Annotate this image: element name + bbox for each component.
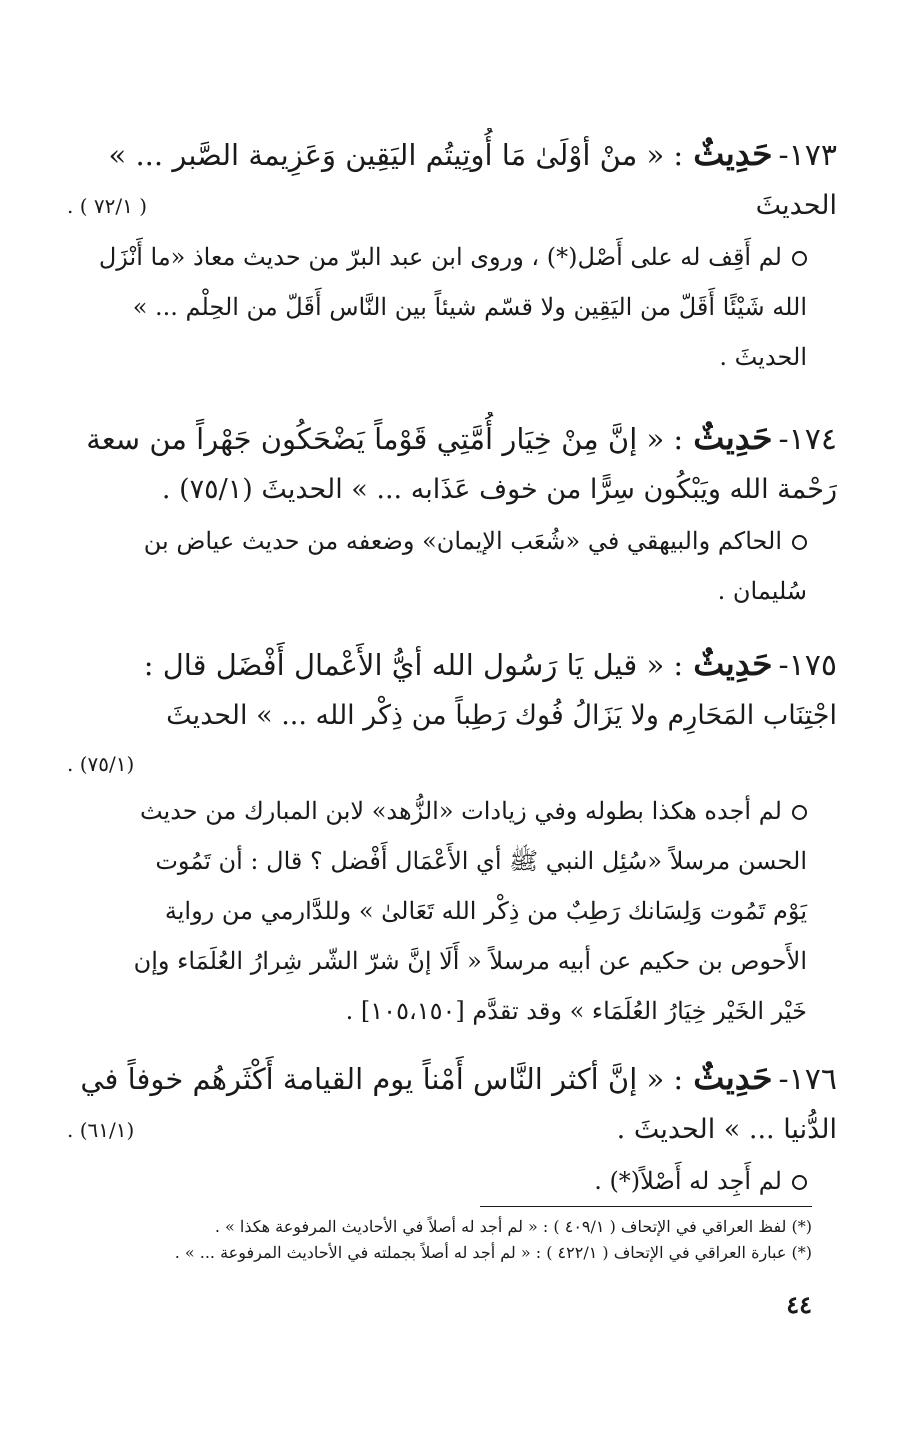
- hadith-reference: ( ٧٢/١ ) .: [67, 194, 148, 218]
- commentary-text: لم أَقِف له على أَصْل(*) ، وروى ابن عبد البرّ من حديث معاذ «ما أَنْزَل: [98, 243, 782, 271]
- hadith-number: ١٧٥-: [778, 648, 837, 683]
- page-number: ٤٤: [786, 1290, 812, 1319]
- hadith-keyword: حَدِيثٌ: [693, 418, 773, 457]
- commentary-line: [67, 786, 837, 836]
- commentary-line: [67, 886, 837, 936]
- hadith-reference: (٧٥/١) .: [67, 752, 135, 776]
- hadith-reference: (٦١/١) .: [67, 1118, 135, 1142]
- commentary-text: الحديثَ .: [719, 343, 807, 371]
- commentary-text: الأَحوص بن حكيم عن أبيه مرسلاً « أَلَا إنَّ شرّ الشّر شِرارُ العُلَمَاء وإن: [133, 947, 807, 975]
- hadith-text: : « قيل يَا رَسُول الله أيُّ الأَعْمال أَفْضَل قال :: [143, 648, 684, 682]
- commentary-text: الحسن مرسلاً «سُئِل النبي ﷺ أي الأَعْمَال أَفْضل ؟ قال : أن تَمُوت: [155, 847, 807, 875]
- commentary-text: لم أجده هكذا بطوله وفي زيادات «الزُّهد» لابن المبارك من حديث: [139, 797, 782, 825]
- hadith-keyword: حَدِيثٌ: [693, 644, 773, 683]
- commentary-line: [67, 566, 837, 616]
- hadith-text-line: [67, 1104, 837, 1156]
- circle-bullet-icon: [792, 251, 807, 266]
- hadith-text-line: [67, 464, 837, 516]
- circle-bullet-icon: [792, 1175, 807, 1190]
- hadith-174: [67, 412, 837, 616]
- commentary-line: [67, 1156, 837, 1206]
- hadith-173: [67, 128, 837, 382]
- hadith-reference-line: [67, 742, 837, 786]
- hadith-text: اجْتِنَاب المَحَارِم ولا يَزَالُ فُوك رَطِباً من ذِكْر الله ... » الحديثَ: [166, 700, 837, 731]
- footnote-separator: [480, 1206, 812, 1207]
- commentary-line: [67, 986, 837, 1036]
- hadith-text-line: [67, 180, 837, 232]
- hadith-text: الحديثَ: [755, 190, 837, 221]
- commentary-line: [67, 332, 837, 382]
- commentary-line: [67, 936, 837, 986]
- hadith-text: الدُّنيا ... » الحديثَ .: [616, 1114, 837, 1145]
- hadith-heading-line: [67, 638, 837, 690]
- footnote: (*) لفظ العراقي في الإتحاف ( ٤٠٩/١ ) : « لم أجد له أصلاً في الأحاديث المرفوعة هكذا » .: [214, 1217, 812, 1236]
- commentary-line: [67, 516, 837, 566]
- circle-bullet-icon: [792, 805, 807, 820]
- hadith-text: : « إنَّ أكثر النَّاس أَمْناً يوم القيامة أَكْثَرهُم خوفاً في: [80, 1062, 684, 1096]
- commentary-text: لم أَجِد له أَصْلاً(*) .: [594, 1167, 782, 1195]
- commentary-text: خَيْر الخَيْر خِيَارُ العُلَمَاء » وقد تقدَّم [١٠٥،١٥٠] .: [345, 997, 807, 1025]
- circle-bullet-icon: [792, 535, 807, 550]
- hadith-number: ١٧٣-: [778, 138, 837, 173]
- hadith-176: [67, 1052, 837, 1206]
- hadith-text: : « منْ أوْلَىٰ مَا أُوتِيتُم اليَقِين وَعَزِيمة الصَّبر ... »: [108, 138, 684, 172]
- hadith-text-line: [67, 690, 837, 742]
- commentary-line: [67, 232, 837, 282]
- hadith-text: : « إنَّ مِنْ خِيَار أُمَّتِي قَوْماً يَضْحَكُون جَهْراً من سعة: [86, 422, 684, 456]
- commentary-line: [67, 836, 837, 886]
- hadith-heading-line: [67, 128, 837, 180]
- hadith-heading-line: [67, 1052, 837, 1104]
- commentary-text: يَوْم تَمُوت وَلِسَانك رَطِبٌ من ذِكْر الله تَعَالىٰ » وللدَّارمي من رواية: [164, 897, 807, 925]
- hadith-keyword: حَدِيثٌ: [693, 1058, 773, 1097]
- commentary-text: الحاكم والبيهقي في «شُعَب الإيمان» وضعفه من حديث عياض بن: [143, 527, 782, 555]
- commentary-line: [67, 282, 837, 332]
- hadith-number: ١٧٦-: [778, 1062, 837, 1097]
- hadith-175: [67, 638, 837, 1036]
- footnotes: [92, 1214, 812, 1266]
- commentary-text: سُليمان .: [717, 577, 807, 605]
- footnote: (*) عبارة العراقي في الإتحاف ( ٤٢٢/١ ) : « لم أجد له أصلاً بجملته في الأحاديث المرفوعة ... » .: [174, 1243, 812, 1262]
- hadith-text: رَحْمة الله ويَبْكُون سِرًّا من خوف عَذَابه ... » الحديثَ (٧٥/١) .: [161, 474, 837, 505]
- hadith-number: ١٧٤-: [778, 422, 837, 457]
- hadith-keyword: حَدِيثٌ: [693, 134, 773, 173]
- commentary-text: الله شَيْئًا أَقَلّ من اليَقِين ولا قسّم شيئاً بين النَّاس أَقَلّ من الحِلْم ... »: [132, 293, 807, 321]
- hadith-heading-line: [67, 412, 837, 464]
